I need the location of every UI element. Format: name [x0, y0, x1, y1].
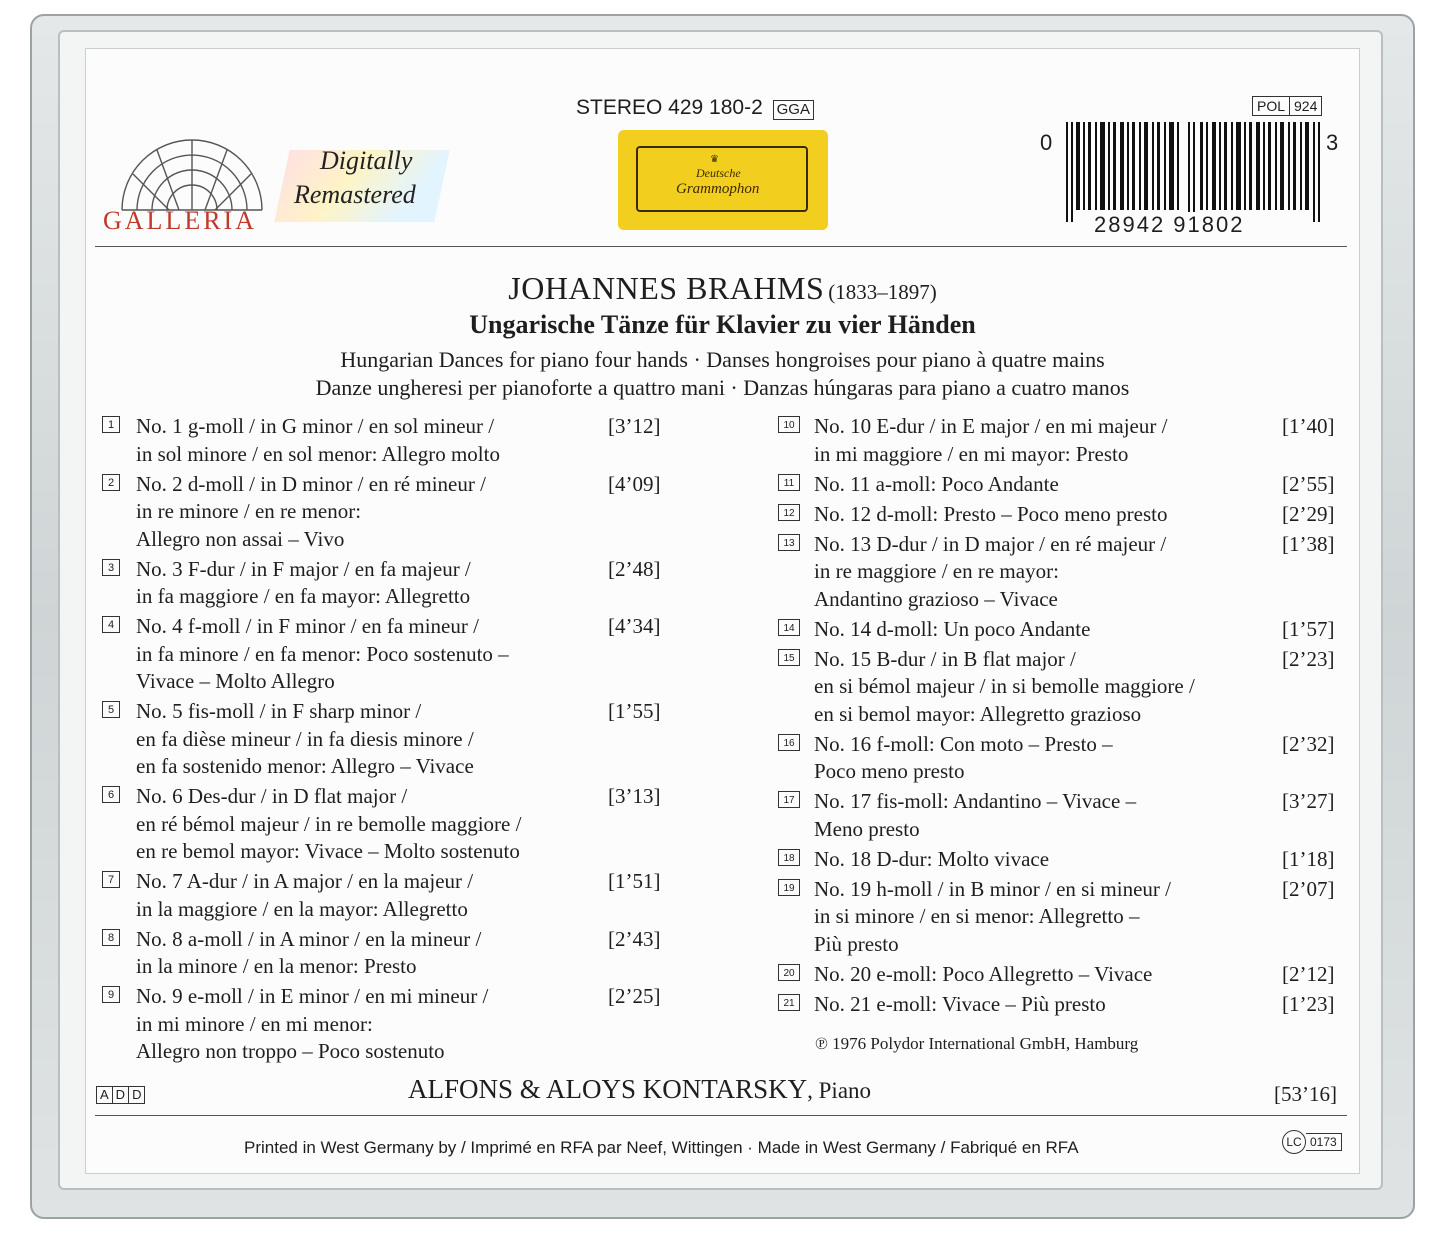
track-duration: [2’48]	[608, 556, 661, 581]
track-duration: [1’23]	[1282, 991, 1335, 1016]
track-title-line: en si bemol mayor: Allegretto grazioso	[814, 701, 1142, 726]
performers-line	[408, 1074, 871, 1105]
track-title-line: en ré bémol majeur / in re bemolle maggiore /	[136, 811, 522, 836]
track-duration: [2’55]	[1282, 471, 1335, 496]
composer-name: JOHANNES BRAHMS	[508, 270, 825, 306]
track-title-line: No. 6 Des-dur / in D flat major /	[136, 784, 408, 808]
track-title-line: No. 13 D-dur / in D major / en ré majeur /	[814, 531, 1167, 556]
add-code-letter: D	[132, 1087, 142, 1102]
galleria-label: GALLERIA	[103, 206, 257, 235]
track-title-line: Allegro non assai – Vivo	[136, 526, 345, 551]
track-title-line: in la minore / en la menor: Presto	[136, 954, 417, 978]
track-number: 19	[778, 879, 800, 896]
track-number: 14	[778, 619, 800, 636]
track-title-line: No. 15 B-dur / in B flat major /	[814, 646, 1076, 671]
track-number: 21	[778, 994, 800, 1011]
track-duration: [4’09]	[608, 471, 661, 496]
add-code-letter: A	[97, 1087, 113, 1103]
track-duration: [2’25]	[608, 984, 661, 1008]
track-number: 11	[778, 474, 800, 491]
track-title-line: in sol minore / en sol menor: Allegro molto	[136, 441, 500, 466]
lc-number: 0173	[1306, 1133, 1342, 1151]
track-title-line: en fa sostenido menor: Allegro – Vivace	[136, 754, 474, 778]
track-title-line: in re maggiore / en re mayor:	[814, 559, 1059, 583]
lc-code	[1282, 1130, 1342, 1154]
track-title-line: No. 14 d-moll: Un poco Andante	[814, 616, 1091, 641]
track-title-line: No. 17 fis-moll: Andantino – Vivace –	[814, 789, 1137, 813]
track-title-line: No. 4 f-moll / in F minor / en fa mineur /	[136, 614, 479, 638]
subtitle-line1: Hungarian Dances for piano four hands · Danses hongroises pour piano à quatre mains	[340, 347, 1105, 372]
track-title-line: No. 1 g-moll / in G minor / en sol mineur /	[136, 414, 495, 438]
track-number: 13	[778, 534, 800, 551]
add-code	[97, 1087, 144, 1103]
track-title-line: No. 10 E-dur / in E major / en mi majeur /	[814, 414, 1168, 438]
total-duration: [53’16]	[1274, 1082, 1337, 1106]
track-title-line: No. 11 a-moll: Poco Andante	[814, 471, 1059, 496]
header-divider	[95, 246, 1347, 247]
add-code-box	[96, 1086, 145, 1104]
dg-logo	[618, 130, 828, 230]
performers-name: ALFONS & ALOYS KONTARSKY	[408, 1074, 808, 1104]
track-duration: [2’32]	[1282, 731, 1335, 756]
work-title: Ungarische Tänze für Klavier zu vier Händen	[469, 310, 976, 339]
barcode-number: 28942 91802	[1094, 212, 1245, 237]
track-number: 8	[102, 929, 120, 946]
track-title-line: en si bémol majeur / in si bemolle maggiore /	[814, 674, 1195, 698]
barcode-bars-icon	[1066, 122, 1322, 222]
track-title-line: No. 21 e-moll: Vivace – Più presto	[814, 991, 1106, 1016]
track-number: 17	[778, 791, 800, 808]
track-number: 2	[102, 474, 120, 491]
track-title-line: No. 19 h-moll / in B minor / en si mineur /	[814, 876, 1171, 901]
track-title-line: in mi maggiore / en mi mayor: Presto	[814, 441, 1129, 466]
track-title-line: Andantino grazioso – Vivace	[814, 586, 1058, 611]
track-number: 5	[102, 701, 120, 718]
stereo-label: STEREO 429 180-2	[576, 96, 763, 119]
track-number: 1	[102, 416, 120, 433]
track-number: 12	[778, 504, 800, 521]
track-number: 18	[778, 849, 800, 866]
track-title-line: No. 7 A-dur / in A major / en la majeur /	[136, 869, 474, 893]
track-title-line: No. 18 D-dur: Molto vivace	[814, 846, 1050, 871]
track-title-line: No. 9 e-moll / in E minor / en mi mineur /	[136, 984, 489, 1008]
track-title-line: en fa dièse mineur / in fa diesis minore /	[136, 726, 474, 751]
galleria-arch-icon	[117, 126, 267, 212]
track-duration: [2’43]	[608, 926, 661, 951]
dg-crown-icon: ♛	[710, 154, 719, 165]
add-code-letter: D	[113, 1087, 129, 1103]
track-title-line: No. 5 fis-moll / in F sharp minor /	[136, 699, 422, 723]
track-title-line: No. 16 f-moll: Con moto – Presto –	[814, 731, 1113, 756]
track-title-line: in la maggiore / en la mayor: Allegretto	[136, 896, 468, 921]
track-duration: [3’12]	[608, 414, 661, 438]
track-duration: [1’55]	[608, 699, 661, 723]
barcode-right-digit: 3	[1326, 130, 1339, 155]
track-title-line: en re bemol mayor: Vivace – Molto sostenuto	[136, 839, 520, 863]
track-number: 20	[778, 964, 800, 981]
track-duration: [1’18]	[1282, 846, 1335, 871]
track-duration: [1’51]	[608, 869, 661, 893]
pol-code: 924	[1294, 98, 1318, 114]
lc-label: LC	[1282, 1130, 1306, 1154]
track-duration: [2’23]	[1282, 646, 1335, 671]
track-number: 9	[102, 986, 120, 1003]
track-duration: [1’38]	[1282, 531, 1335, 556]
dg-line2: Grammophon	[676, 181, 760, 197]
track-number: 10	[778, 416, 800, 433]
track-duration: [2’07]	[1282, 876, 1335, 901]
track-title-line: in mi minore / en mi menor:	[136, 1011, 373, 1036]
remastered-line2: Remastered	[294, 180, 416, 209]
subtitle-line2: Danze ungheresi per pianoforte a quattro mani · Danzas húngaras para piano a cuatro manos	[315, 375, 1130, 400]
stereo-code: GGA	[773, 100, 814, 120]
track-title-line: No. 12 d-moll: Presto – Poco meno presto	[814, 501, 1168, 526]
footer-text: Printed in West Germany by / Imprimé en RFA par Neef, Wittingen · Made in West Germany / Fabriqué en RFA	[244, 1138, 1079, 1157]
track-duration: [1’40]	[1282, 414, 1335, 438]
copyright-notice: ℗ 1976 Polydor International GmbH, Hamburg	[815, 1034, 1139, 1053]
track-title-line: No. 20 e-moll: Poco Allegretto – Vivace	[814, 961, 1153, 986]
remastered-line1: Digitally	[320, 146, 413, 175]
composer-years: (1833–1897)	[828, 280, 937, 304]
track-number: 4	[102, 616, 120, 633]
barcode-left-digit: 0	[1040, 130, 1053, 155]
track-title-line: Vivace – Molto Allegro	[136, 669, 335, 693]
track-title-line: No. 3 F-dur / in F major / en fa majeur /	[136, 556, 471, 581]
track-title-line: Più presto	[814, 931, 899, 956]
track-title-line: in re minore / en re menor:	[136, 499, 362, 523]
track-number: 7	[102, 871, 120, 888]
track-number: 3	[102, 559, 120, 576]
pol-label: POL	[1253, 97, 1290, 115]
track-title-line: No. 8 a-moll / in A minor / en la mineur /	[136, 926, 482, 951]
track-duration: [3’27]	[1282, 789, 1335, 813]
track-number: 16	[778, 734, 800, 751]
performers-instrument: , Piano	[807, 1078, 872, 1103]
track-title-line: Allegro non troppo – Poco sostenuto	[136, 1039, 445, 1063]
track-duration: [3’13]	[608, 784, 661, 808]
track-title-line: in fa maggiore / en fa mayor: Allegretto	[136, 584, 471, 608]
title-composer-line	[0, 270, 1445, 307]
stereo-catalog	[576, 96, 814, 120]
footer-divider	[95, 1115, 1347, 1116]
track-title-line: in si minore / en si menor: Allegretto –	[814, 904, 1140, 928]
track-number: 15	[778, 649, 800, 666]
dg-line1: Deutsche	[696, 166, 741, 180]
pol-box	[1252, 96, 1322, 116]
track-number: 6	[102, 786, 120, 803]
track-duration: [4’34]	[608, 614, 661, 638]
track-duration: [2’29]	[1282, 501, 1335, 526]
track-title-line: Poco meno presto	[814, 759, 965, 783]
track-title-line: in fa minore / en fa menor: Poco sostenuto –	[136, 641, 509, 666]
track-duration: [1’57]	[1282, 616, 1335, 641]
track-duration: [2’12]	[1282, 961, 1335, 986]
track-title-line: No. 2 d-moll / in D minor / en ré mineur /	[136, 471, 486, 496]
track-title-line: Meno presto	[814, 816, 920, 841]
